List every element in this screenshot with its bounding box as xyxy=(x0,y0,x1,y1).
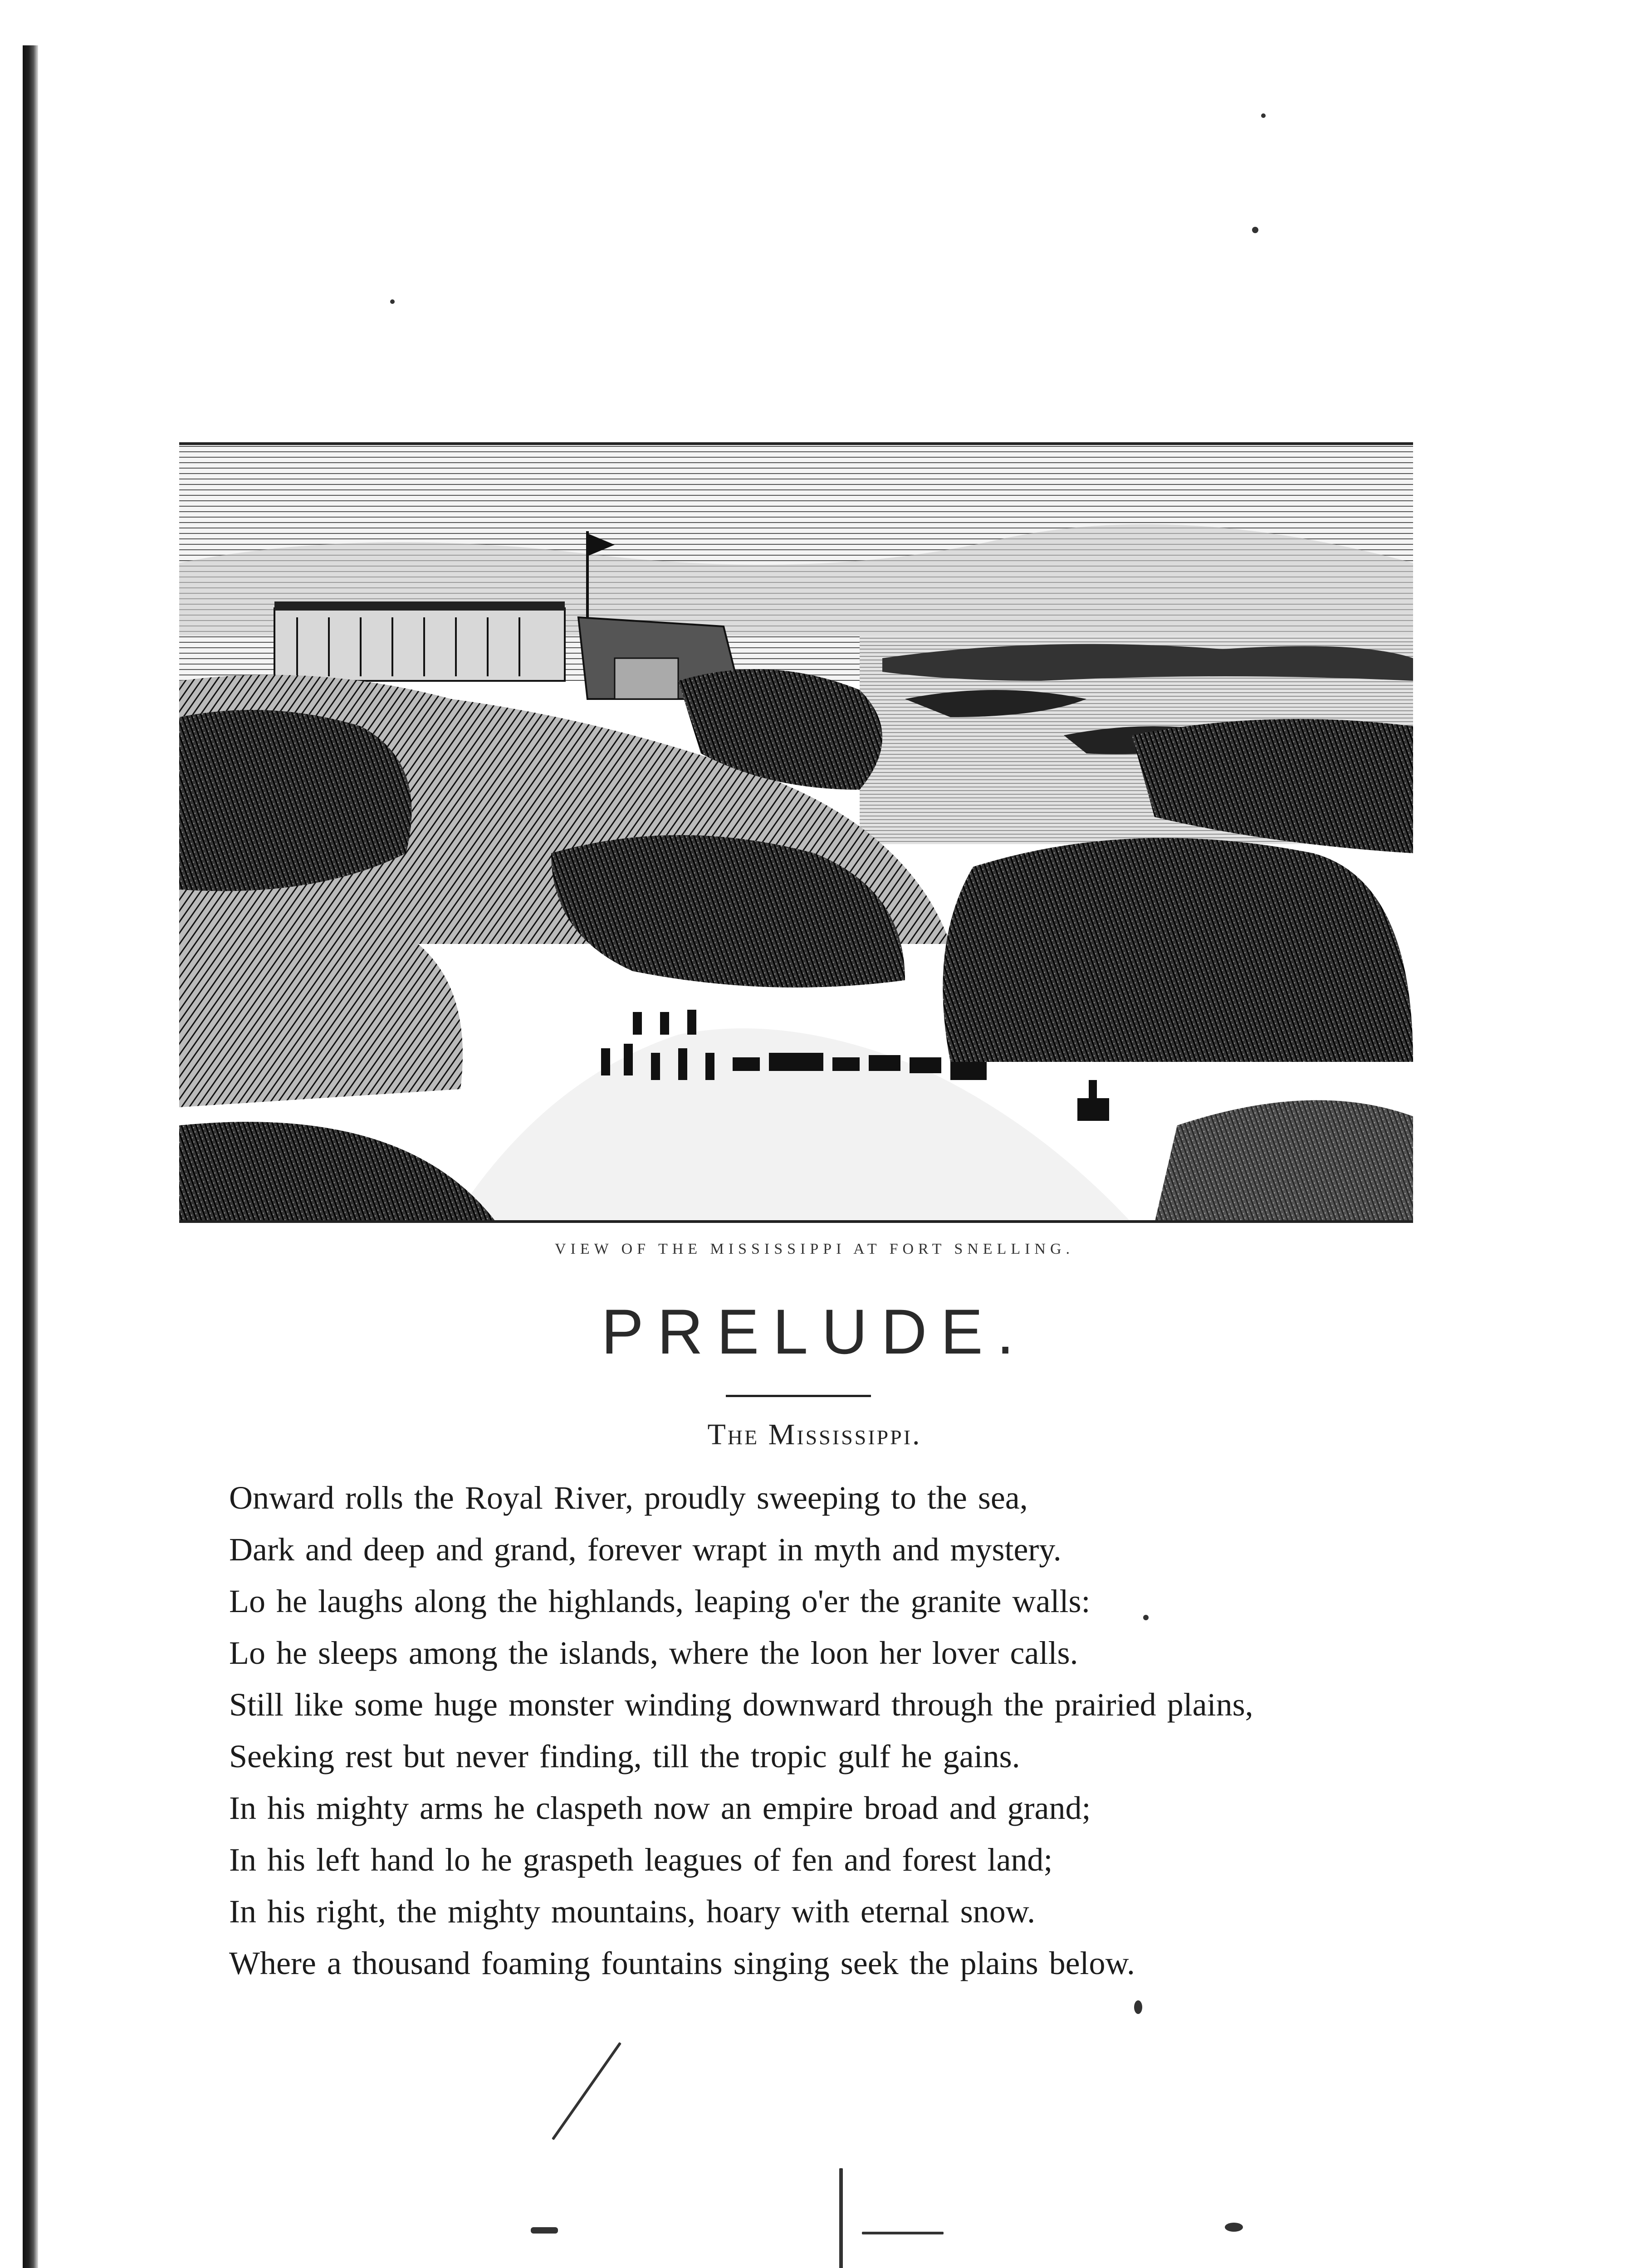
poem-line: In his left hand lo he graspeth leagues of fen and forest land; xyxy=(229,1842,1053,1878)
fort-snelling-engraving xyxy=(179,442,1413,1223)
engraving-caption: VIEW OF THE MISSISSIPPI AT FORT SNELLING. xyxy=(554,1241,1075,1257)
ink-speck xyxy=(1225,2223,1243,2232)
poem-line: Onward rolls the Royal River, proudly sweeping to the sea, xyxy=(229,1480,1028,1516)
poem-line: Where a thousand foaming fountains singing seek the plains below. xyxy=(229,1945,1135,1981)
page-binding-edge xyxy=(23,45,38,2268)
ink-speck xyxy=(1252,227,1258,233)
poem-line: Still like some huge monster winding downward through the prairied plains, xyxy=(229,1686,1253,1723)
page-heading: PRELUDE. xyxy=(601,1296,1028,1367)
poem-line: In his mighty arms he claspeth now an empire broad and grand; xyxy=(229,1790,1091,1826)
poem-line: In his right, the mighty mountains, hoary with eternal snow. xyxy=(229,1893,1036,1930)
ink-mark xyxy=(552,2042,621,2140)
ink-speck xyxy=(1261,113,1266,118)
poem-line: Seeking rest but never finding, till the tropic gulf he gains. xyxy=(229,1738,1020,1774)
heading-divider xyxy=(726,1395,871,1397)
ink-speck xyxy=(531,2227,558,2234)
ink-mark xyxy=(839,2168,843,2268)
ink-speck xyxy=(1143,1615,1149,1620)
poem-line: Dark and deep and grand, forever wrapt in myth and mystery. xyxy=(229,1531,1062,1568)
ink-speck xyxy=(1134,2000,1142,2014)
poem-line: Lo he laughs along the highlands, leaping o'er the granite walls: xyxy=(229,1583,1091,1619)
poem-title: The Mississippi. xyxy=(707,1418,922,1451)
ink-mark xyxy=(862,2232,944,2234)
ink-speck xyxy=(390,299,395,304)
poem-line: Lo he sleeps among the islands, where the loon her lover calls. xyxy=(229,1635,1078,1671)
poem-stanza xyxy=(229,1472,1409,1989)
